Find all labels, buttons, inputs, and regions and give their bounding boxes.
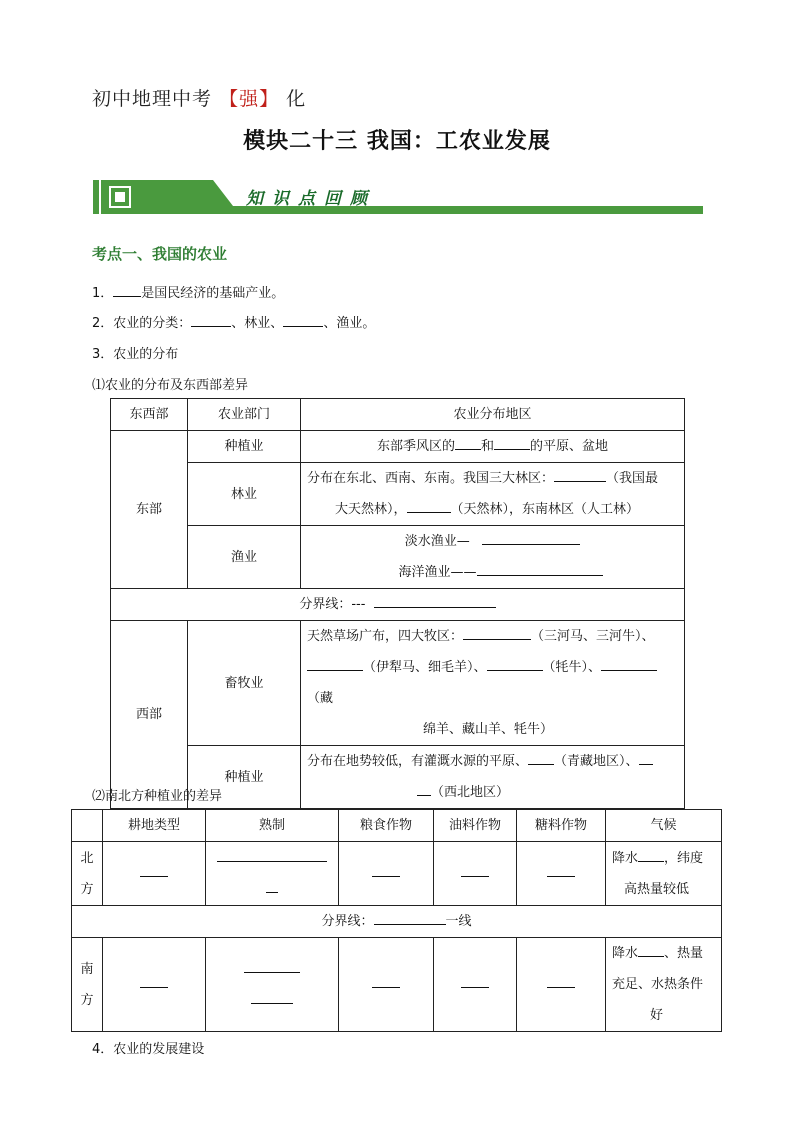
divider-row: 分界线：--- — [111, 589, 685, 621]
north-climate: 降水 ，纬度 高热量较低 — [606, 842, 722, 906]
series-title — [92, 84, 306, 111]
question-3-sub2: ⑵南北方种植业的差异 — [92, 789, 223, 804]
fishery-distribution: 淡水渔业— 海洋渔业—— — [301, 526, 685, 589]
sector-forest: 林业 — [188, 463, 301, 526]
row-north: 北 方 — [72, 842, 103, 906]
table-header: 糖料作物 — [517, 810, 606, 842]
north-south-table — [71, 809, 722, 1032]
region-west: 西部 — [111, 621, 188, 809]
series-highlight: 【强】 — [219, 88, 280, 110]
series-prefix: 初中地理中考 — [92, 88, 213, 110]
divider-row: 分界线： 一线 — [72, 906, 722, 938]
forest-distribution: 分布在东北、西南、东南。我国三大林区： （我国最 大天然林）， （天然林），东南林区（人工林） — [301, 463, 685, 526]
table-header: 粮食作物 — [339, 810, 434, 842]
section-title: 考点一、我国的农业 — [92, 245, 228, 263]
question-1: 1． 是国民经济的基础产业。 — [92, 282, 284, 301]
question-2: 2．农业的分类： 、林业、 、渔业。 — [92, 312, 375, 331]
page-title: 模块二十三 我国：工农业发展 — [243, 129, 551, 154]
table-header: 东西部 — [111, 399, 188, 431]
answer-blank[interactable] — [191, 313, 231, 327]
corner-cell — [72, 810, 103, 842]
banner-text: 知识点回顾 — [246, 189, 376, 209]
answer-blank[interactable] — [283, 313, 323, 327]
series-suffix: 化 — [286, 88, 307, 110]
sector-west-crop: 种植业 — [188, 746, 301, 809]
document-icon — [110, 187, 130, 207]
table-header: 油料作物 — [434, 810, 517, 842]
south-climate: 降水 、热量 充足、水热条件 好 — [606, 938, 722, 1032]
sector-crop: 种植业 — [188, 431, 301, 463]
region-east: 东部 — [111, 431, 188, 589]
row-south: 南 方 — [72, 938, 103, 1032]
table-header: 气候 — [606, 810, 722, 842]
question-4: 4．农业的发展建设 — [92, 1042, 205, 1057]
agriculture-distribution-table — [110, 398, 685, 809]
animal-distribution: 天然草场广布，四大牧区： （三河马、三河牛）、 （伊犁马、细毛羊）、 （牦牛）、（藏 绵羊、藏山羊、牦牛） — [301, 621, 685, 746]
question-3: 3．农业的分布 — [92, 347, 179, 362]
table-header: 农业分布地区 — [301, 399, 685, 431]
question-3-sub1: ⑴农业的分布及东西部差异 — [92, 378, 249, 393]
sector-fishery: 渔业 — [188, 526, 301, 589]
table-header: 农业部门 — [188, 399, 301, 431]
west-crop-distribution: 分布在地势较低，有灌溉水源的平原、 （青藏地区）、 （西北地区） — [301, 746, 685, 809]
table-header: 熟制 — [206, 810, 339, 842]
sector-animal: 畜牧业 — [188, 621, 301, 746]
section-banner — [93, 180, 703, 214]
answer-blank[interactable] — [113, 283, 141, 297]
crop-distribution: 东部季风区的 和 的平原、盆地 — [301, 431, 685, 463]
table-header: 耕地类型 — [103, 810, 206, 842]
